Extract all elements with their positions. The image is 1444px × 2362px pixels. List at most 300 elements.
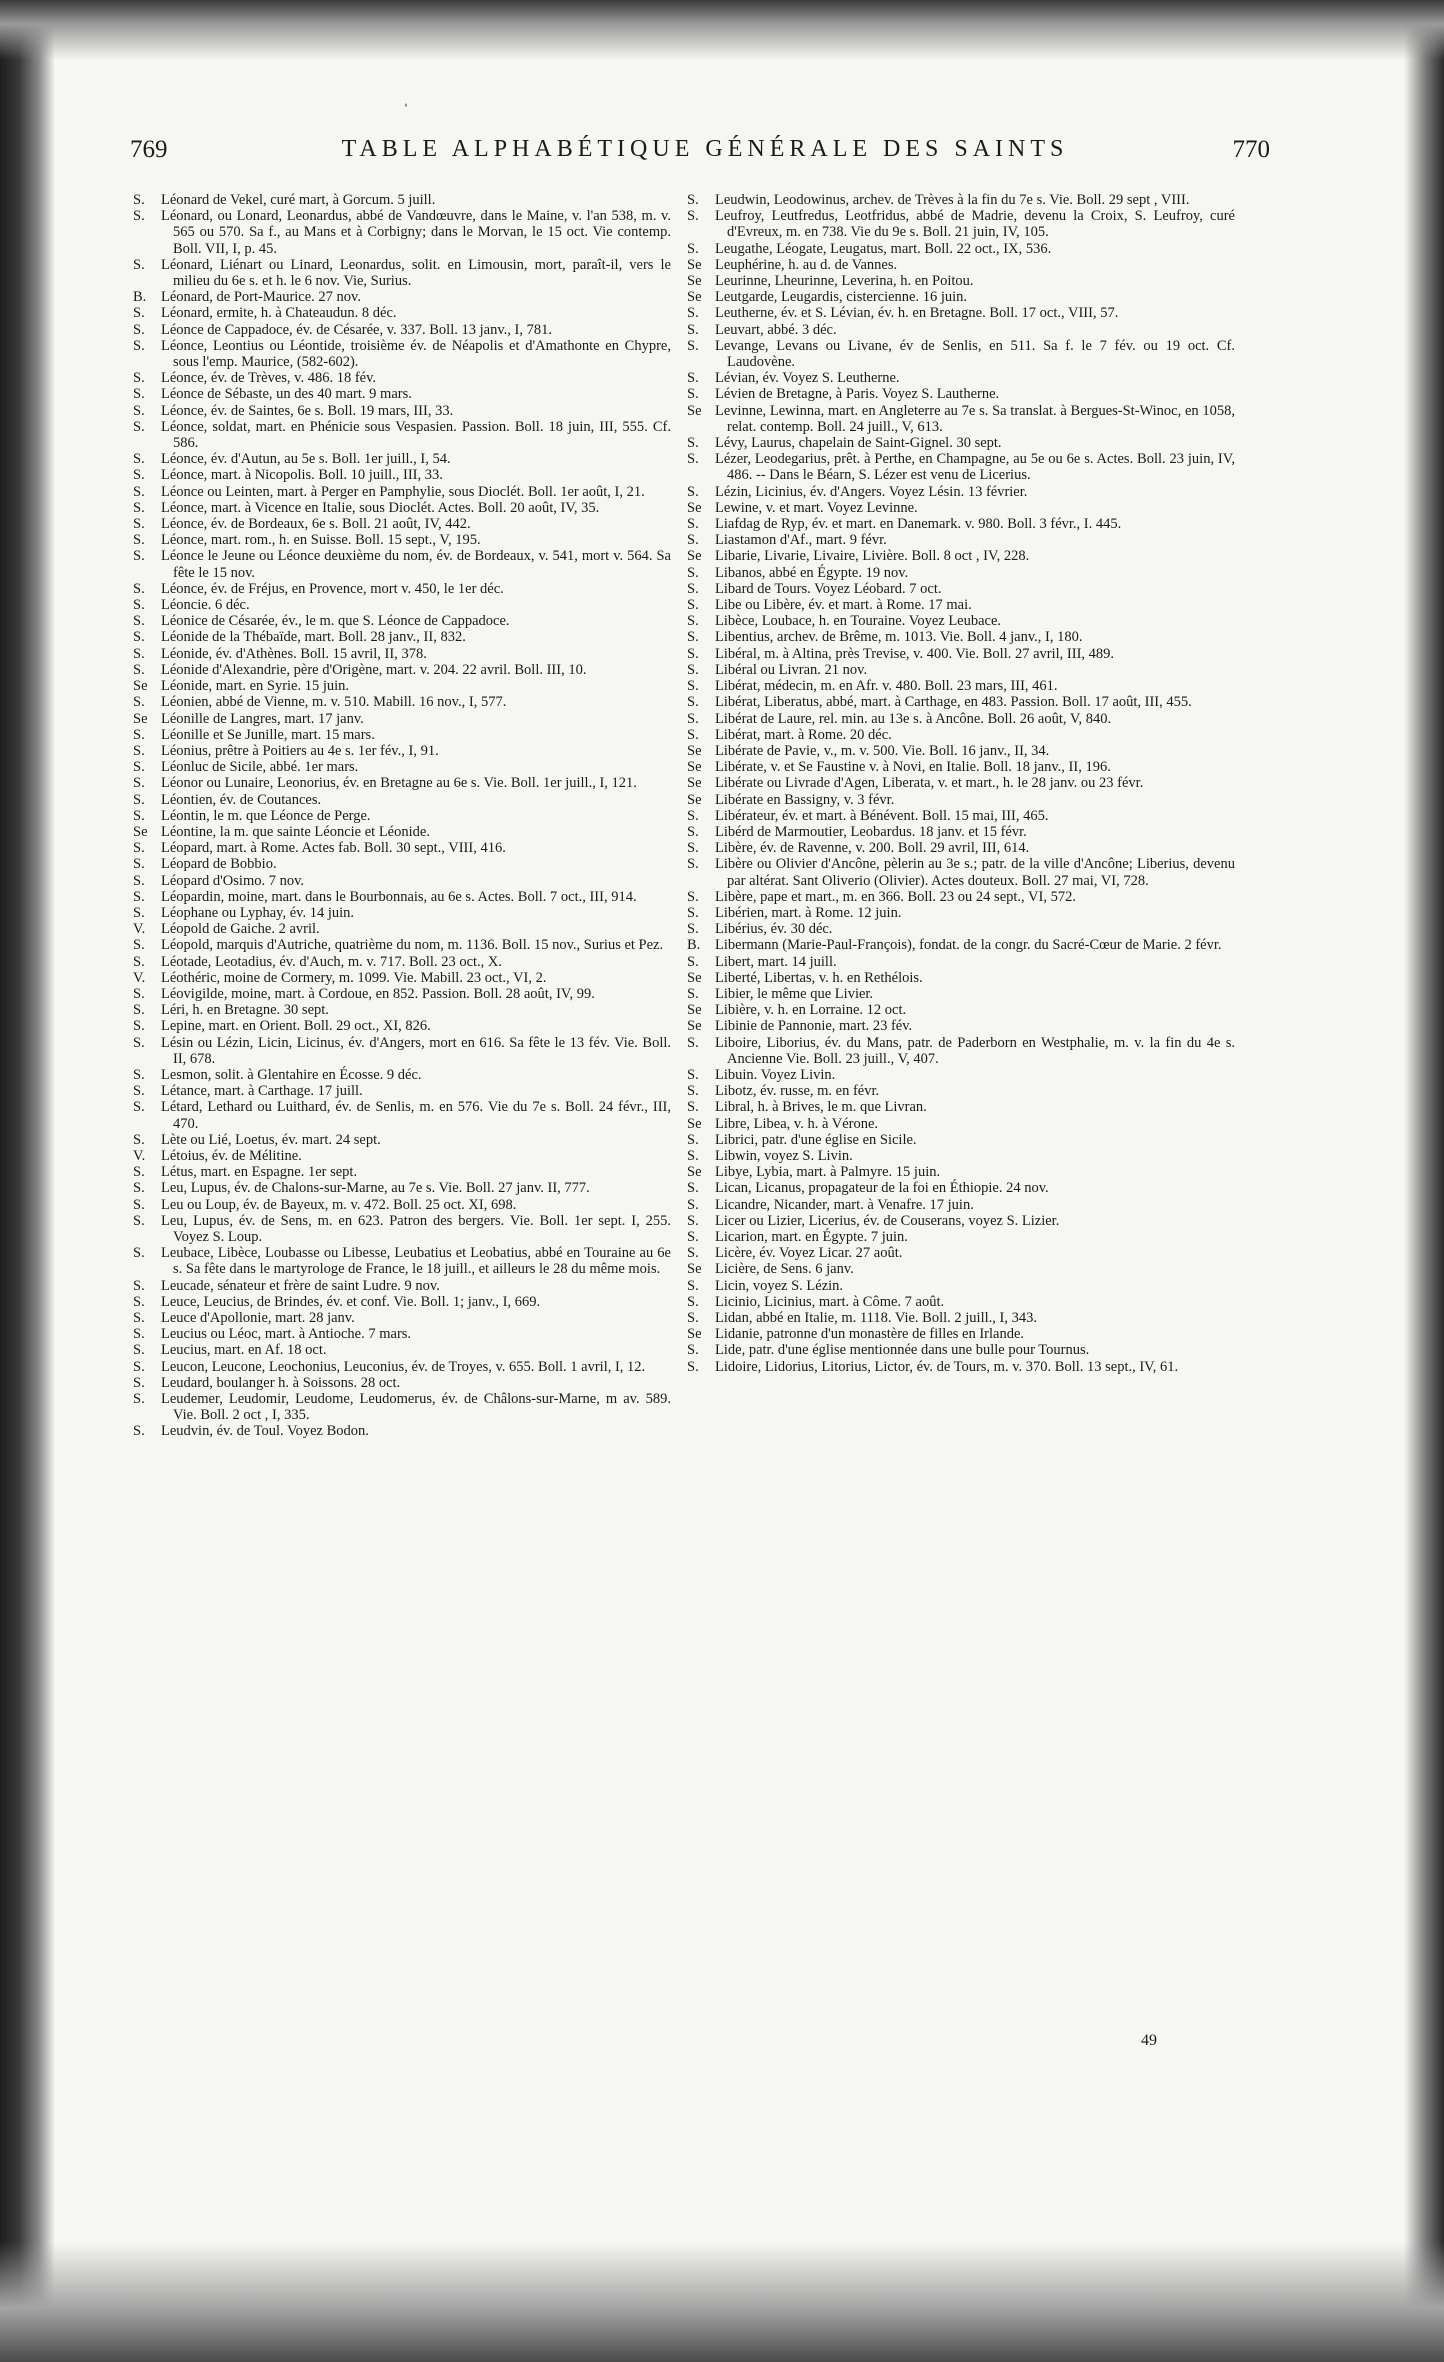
entry-prefix: S.: [687, 208, 699, 225]
entry-text: Licière, de Sens. 6 janv.: [715, 1261, 854, 1278]
index-entry: [687, 1245, 1235, 1261]
index-entry: [687, 500, 1235, 516]
entry-text: Léonluc de Sicile, abbé. 1er mars.: [161, 759, 359, 776]
entry-prefix: S.: [687, 629, 699, 646]
right-column: [687, 192, 1235, 1375]
entry-text: Leugathe, Léogate, Leugatus, mart. Boll. 22 oct., IX, 536.: [715, 240, 1052, 257]
entry-text: Licin, voyez S. Lézin.: [715, 1277, 844, 1294]
entry-text: Libwin, voyez S. Livin.: [715, 1147, 853, 1164]
entry-text: Léonce de Sébaste, un des 40 mart. 9 mars.: [161, 386, 412, 403]
entry-text: Léontien, év. de Coutances.: [161, 791, 322, 808]
entry-text: Leutherne, év. et S. Lévian, év. h. en Bretagne. Boll. 17 oct., VIII, 57.: [715, 305, 1119, 322]
index-entry: [133, 1213, 671, 1245]
entry-prefix: S.: [133, 661, 145, 678]
index-entry: [687, 824, 1235, 840]
entry-prefix: S.: [687, 1245, 699, 1262]
index-entry: [687, 1148, 1235, 1164]
entry-prefix: Se: [133, 823, 148, 840]
entry-prefix: S.: [133, 985, 145, 1002]
entry-text: Léothéric, moine de Cormery, m. 1099. Vie. Mabill. 23 oct., VI, 2.: [161, 969, 547, 986]
entry-text: Leu, Lupus, év. de Sens, m. en 623. Patron des bergers. Vie. Boll. 1er sept. I, 255. Voyez S. Loup.: [161, 1212, 671, 1245]
entry-prefix: S.: [133, 840, 145, 857]
entry-text: Léonide, év. d'Athènes. Boll. 15 avril, II, 378.: [161, 645, 427, 662]
entry-prefix: S.: [133, 1358, 145, 1375]
entry-text: Libier, le même que Livier.: [715, 985, 874, 1002]
print-mark: ˈ: [403, 100, 409, 120]
index-entry: [687, 241, 1235, 257]
index-entry: [133, 548, 671, 580]
entry-prefix: S.: [687, 1099, 699, 1116]
entry-text: Lepine, mart. en Orient. Boll. 29 oct., XI, 826.: [161, 1018, 431, 1035]
entry-prefix: Se: [133, 678, 148, 695]
index-entry: [687, 905, 1235, 921]
entry-prefix: S.: [133, 532, 145, 549]
entry-prefix: Se: [687, 499, 702, 516]
entry-prefix: S.: [133, 775, 145, 792]
entry-prefix: Se: [687, 256, 702, 273]
entry-text: Léopard d'Osimo. 7 nov.: [161, 872, 305, 889]
entry-text: Liafdag de Ryp, év. et mart. en Danemark. v. 980. Boll. 3 févr., I. 445.: [715, 516, 1122, 533]
entry-text: Léontine, la m. que sainte Léoncie et Léonide.: [161, 823, 430, 840]
entry-prefix: S.: [133, 629, 145, 646]
entry-prefix: S.: [133, 1423, 145, 1440]
index-entry: [687, 937, 1235, 953]
entry-prefix: S.: [133, 548, 145, 565]
index-entry: [687, 808, 1235, 824]
index-entry: [687, 629, 1235, 645]
entry-prefix: S.: [133, 337, 145, 354]
entry-text: Lézer, Leodegarius, prêt. à Perthe, en Champagne, au 5e ou 6e s. Actes. Boll. 23 juin, IV, 486. -- Dans le Béarn, S. Lézer est venu de Licerius.: [715, 451, 1235, 484]
entry-text: Léonard, Liénart ou Linard, Leonardus, solit. en Limousin, mort, paraît-il, vers le milieu du 6e s. et h. le 6 nov. Vie, Surius.: [161, 256, 671, 290]
index-entry: [687, 856, 1235, 888]
entry-prefix: S.: [133, 937, 145, 954]
entry-text: Lète ou Lié, Loetus, év. mart. 24 sept.: [161, 1131, 381, 1148]
entry-prefix: Se: [687, 969, 702, 986]
index-entry: [133, 678, 671, 694]
entry-text: Libéral ou Livran. 21 nov.: [715, 661, 868, 678]
entry-text: Léonce, év. de Saintes, 6e s. Boll. 19 mars, III, 33.: [161, 402, 454, 419]
index-entry: [133, 451, 671, 467]
entry-text: Libérius, év. 30 déc.: [715, 921, 833, 938]
index-entry: [133, 322, 671, 338]
index-entry: [687, 1002, 1235, 1018]
entry-prefix: S.: [133, 321, 145, 338]
entry-prefix: S.: [687, 532, 699, 549]
index-entry: [133, 1375, 671, 1391]
entry-prefix: S.: [133, 451, 145, 468]
entry-prefix: S.: [687, 921, 699, 938]
entry-text: Léopold de Gaiche. 2 avril.: [161, 921, 320, 938]
index-entry: [687, 759, 1235, 775]
entry-prefix: S.: [133, 1002, 145, 1019]
entry-prefix: S.: [133, 1293, 145, 1310]
scan-bottom-edge: [0, 2242, 1444, 2362]
entry-text: Leufroy, Leutfredus, Leotfridus, abbé de Madrie, devenu la Croix, S. Leufroy, curé d'Evreux, m. en 738. Vie du 9e s. Boll. 21 juin, IV, 105.: [715, 208, 1235, 241]
index-entry: [133, 711, 671, 727]
entry-prefix: S.: [687, 305, 699, 322]
index-entry: [687, 1342, 1235, 1358]
index-entry: [133, 289, 671, 305]
entry-prefix: S.: [133, 370, 145, 387]
entry-prefix: S.: [687, 888, 699, 905]
entry-prefix: S.: [687, 856, 699, 873]
entry-prefix: S.: [133, 192, 145, 208]
entry-prefix: S.: [133, 402, 145, 419]
index-entry: [687, 1035, 1235, 1067]
entry-prefix: S.: [133, 597, 145, 614]
entry-prefix: S.: [687, 597, 699, 614]
index-entry: [133, 629, 671, 645]
scan-left-edge: [0, 0, 55, 2362]
entry-prefix: S.: [133, 516, 145, 533]
entry-text: Libe ou Libère, év. et mart. à Rome. 17 mai.: [715, 597, 972, 614]
entry-text: Libère, pape et mart., m. en 366. Boll. 23 ou 24 sept., VI, 572.: [715, 888, 1076, 905]
index-entry: [687, 289, 1235, 305]
index-entry: [133, 484, 671, 500]
index-entry: [687, 1018, 1235, 1034]
index-entry: [687, 1229, 1235, 1245]
index-entry: [133, 305, 671, 321]
entry-text: Libère, év. de Ravenne, v. 200. Boll. 29 avril, III, 614.: [715, 840, 1030, 857]
entry-prefix: S.: [687, 840, 699, 857]
entry-prefix: S.: [133, 1018, 145, 1035]
entry-text: Leu, Lupus, év. de Chalons-sur-Marne, au 7e s. Vie. Boll. 27 janv. II, 777.: [161, 1180, 590, 1197]
entry-prefix: S.: [133, 1212, 145, 1229]
entry-text: Lidoire, Lidorius, Litorius, Lictor, év. de Tours, m. v. 370. Boll. 13 sept., IV, 61.: [715, 1358, 1179, 1375]
index-entry: [133, 613, 671, 629]
entry-prefix: S.: [687, 564, 699, 581]
entry-prefix: S.: [687, 1310, 699, 1327]
index-entry: [687, 1116, 1235, 1132]
entry-text: Licer ou Lizier, Licerius, év. de Couserans, voyez S. Lizier.: [715, 1212, 1060, 1229]
index-entry: [133, 1294, 671, 1310]
entry-text: Libarie, Livarie, Livaire, Livière. Boll. 8 oct , IV, 228.: [715, 548, 1030, 565]
entry-prefix: S.: [133, 888, 145, 905]
entry-text: Libéral, m. à Altina, près Trevise, v. 400. Vie. Boll. 27 avril, III, 489.: [715, 645, 1115, 662]
entry-text: Levinne, Lewinna, mart. en Angleterre au 7e s. Sa translat. à Bergues-St-Winoc, en 1058, relat. contemp. Boll. 24 juill., V, 613.: [715, 402, 1235, 435]
index-entry: [133, 694, 671, 710]
index-entry: [687, 921, 1235, 937]
index-entry: [687, 208, 1235, 240]
entry-text: Libérate, v. et Se Faustine v. à Novi, en Italie. Boll. 18 janv., II, 196.: [715, 759, 1111, 776]
entry-text: Léonce, mart. à Nicopolis. Boll. 10 juill., III, 33.: [161, 467, 443, 484]
index-entry: [133, 208, 671, 257]
entry-prefix: S.: [687, 435, 699, 452]
entry-text: Lican, Licanus, propagateur de la foi en Éthiopie. 24 nov.: [715, 1180, 1049, 1197]
entry-prefix: S.: [133, 872, 145, 889]
entry-prefix: S.: [687, 1196, 699, 1213]
entry-text: Libérat, mart. à Rome. 20 déc.: [715, 726, 892, 743]
entry-prefix: S.: [133, 1034, 145, 1051]
index-entry: [133, 1310, 671, 1326]
entry-prefix: S.: [687, 645, 699, 662]
entry-text: Libinie de Pannonie, mart. 23 fév.: [715, 1018, 913, 1035]
entry-text: Léonce le Jeune ou Léonce deuxième du nom, év. de Bordeaux, v. 541, mort v. 564. Sa fête le 15 nov.: [161, 548, 671, 581]
entry-prefix: S.: [687, 694, 699, 711]
entry-prefix: Se: [687, 1115, 702, 1132]
index-entry: [687, 1359, 1235, 1375]
entry-text: Libre, Libea, v. h. à Vérone.: [715, 1115, 879, 1132]
index-entry: [687, 986, 1235, 1002]
entry-prefix: V.: [133, 1147, 146, 1164]
entry-text: Lévien de Bretagne, à Paris. Voyez S. Lautherne.: [715, 386, 1000, 403]
index-entry: [687, 597, 1235, 613]
entry-text: Léonce de Cappadoce, év. de Césarée, v. 337. Boll. 13 janv., I, 781.: [161, 321, 552, 338]
entry-text: Léopardin, moine, mart. dans le Bourbonnais, au 6e s. Actes. Boll. 7 oct., III, 914.: [161, 888, 637, 905]
entry-prefix: S.: [133, 759, 145, 776]
entry-prefix: Se: [687, 1164, 702, 1181]
entry-text: Libanos, abbé en Égypte. 19 nov.: [715, 564, 909, 581]
entry-text: Lézin, Licinius, év. d'Angers. Voyez Lésin. 13 février.: [715, 483, 1028, 500]
index-entry: [133, 467, 671, 483]
entry-prefix: S.: [687, 451, 699, 468]
index-entry: [687, 386, 1235, 402]
index-entry: [133, 1099, 671, 1131]
index-entry: [133, 954, 671, 970]
signature-mark: 49: [1141, 2032, 1157, 2049]
entry-text: Léonard, ermite, h. à Chateaudun. 8 déc.: [161, 305, 397, 322]
index-entry: [133, 1180, 671, 1196]
entry-prefix: S.: [687, 483, 699, 500]
entry-text: Léonard de Vekel, curé mart, à Gorcum. 5 juill.: [161, 192, 436, 208]
index-entry: [133, 759, 671, 775]
index-entry: [133, 824, 671, 840]
entry-text: Leurinne, Lheurinne, Leverina, h. en Poitou.: [715, 273, 974, 290]
entry-prefix: S.: [687, 1358, 699, 1375]
entry-prefix: S.: [687, 953, 699, 970]
entry-text: Liastamon d'Af., mart. 9 févr.: [715, 532, 887, 549]
index-entry: [687, 1099, 1235, 1115]
index-entry: [687, 1326, 1235, 1342]
entry-text: Libral, h. à Brives, le m. que Livran.: [715, 1099, 927, 1116]
entry-prefix: S.: [687, 240, 699, 257]
entry-text: Léopard de Bobbio.: [161, 856, 277, 873]
entry-prefix: S.: [133, 1164, 145, 1181]
index-entry: [133, 1067, 671, 1083]
index-entry: [687, 451, 1235, 483]
page-header: [130, 136, 1270, 170]
index-entry: [687, 775, 1235, 791]
entry-text: Libèce, Loubace, h. en Touraine. Voyez Leubace.: [715, 613, 1002, 630]
entry-text: Léonius, prêtre à Poitiers au 4e s. 1er fév., I, 91.: [161, 742, 439, 759]
index-entry: [687, 548, 1235, 564]
index-entry: [687, 370, 1235, 386]
index-entry: [133, 419, 671, 451]
entry-prefix: S.: [133, 1310, 145, 1327]
entry-text: Libérd de Marmoutier, Leobardus. 18 janv. et 15 févr.: [715, 823, 1027, 840]
entry-text: Leu ou Loup, év. de Bayeux, m. v. 472. Boll. 25 oct. XI, 698.: [161, 1196, 517, 1213]
entry-text: Leucade, sénateur et frère de saint Ludre. 9 nov.: [161, 1277, 440, 1294]
index-entry: [133, 873, 671, 889]
index-entry: [687, 662, 1235, 678]
entry-text: Lévy, Laurus, chapelain de Saint-Gignel. 30 sept.: [715, 435, 1002, 452]
index-entry: [133, 1083, 671, 1099]
index-entry: [133, 727, 671, 743]
index-entry: [133, 937, 671, 953]
index-entry: [133, 1035, 671, 1067]
entry-text: Léotade, Leotadius, év. d'Auch, m. v. 717. Boll. 23 oct., X.: [161, 953, 503, 970]
page-number-right: 770: [1232, 136, 1270, 163]
entry-text: Léonor ou Lunaire, Leonorius, év. en Bretagne au 6e s. Vie. Boll. 1er juill., I, 121.: [161, 775, 637, 792]
index-entry: [133, 921, 671, 937]
entry-prefix: S.: [687, 1180, 699, 1197]
entry-text: Léoncie. 6 déc.: [161, 597, 250, 614]
entry-prefix: S.: [133, 580, 145, 597]
entry-prefix: Se: [687, 775, 702, 792]
index-entry: [133, 1326, 671, 1342]
entry-text: Libérat, médecin, m. en Afr. v. 480. Boll. 23 mars, III, 461.: [715, 678, 1058, 695]
entry-text: Léopard, mart. à Rome. Actes fab. Boll. 30 sept., VIII, 416.: [161, 840, 506, 857]
index-entry: [687, 192, 1235, 208]
entry-prefix: S.: [133, 1326, 145, 1343]
entry-prefix: S.: [687, 1083, 699, 1100]
index-entry: [687, 970, 1235, 986]
entry-prefix: S.: [687, 726, 699, 743]
entry-text: Libérien, mart. à Rome. 12 juin.: [715, 904, 902, 921]
entry-prefix: S.: [133, 953, 145, 970]
entry-prefix: S.: [133, 645, 145, 662]
index-entry: [687, 1067, 1235, 1083]
entry-prefix: S.: [133, 1374, 145, 1391]
entry-text: Létance, mart. à Carthage. 17 juill.: [161, 1083, 363, 1100]
entry-text: Léonce, év. de Bordeaux, 6e s. Boll. 21 août, IV, 442.: [161, 516, 471, 533]
index-entry: [687, 727, 1235, 743]
index-entry: [133, 1278, 671, 1294]
entry-prefix: Se: [687, 1002, 702, 1019]
index-entry: [133, 662, 671, 678]
entry-prefix: S.: [687, 807, 699, 824]
index-entry: [133, 532, 671, 548]
entry-prefix: Se: [687, 289, 702, 306]
entry-text: Lésin ou Lézin, Licin, Licinus, év. d'Angers, mort en 616. Sa fête le 13 fév. Vie. Boll. II, 678.: [161, 1034, 671, 1067]
index-entry: [687, 840, 1235, 856]
entry-text: Léonce, év. de Trèves, v. 486. 18 fév.: [161, 370, 377, 387]
index-entry: [687, 1180, 1235, 1196]
entry-prefix: Se: [687, 1326, 702, 1343]
entry-text: Léonide d'Alexandrie, père d'Origène, mart. v. 204. 22 avril. Boll. III, 10.: [161, 661, 587, 678]
index-entry: [687, 1164, 1235, 1180]
entry-text: Librici, patr. d'une église en Sicile.: [715, 1131, 917, 1148]
index-entry: [687, 565, 1235, 581]
entry-prefix: S.: [687, 1277, 699, 1294]
entry-prefix: S.: [687, 1212, 699, 1229]
index-entry: [687, 954, 1235, 970]
index-entry: [133, 597, 671, 613]
entry-text: Lévian, év. Voyez S. Leutherne.: [715, 370, 900, 387]
index-entry: [687, 694, 1235, 710]
entry-prefix: S.: [133, 1342, 145, 1359]
index-entry: [133, 856, 671, 872]
entry-text: Leuce d'Apollonie, mart. 28 janv.: [161, 1310, 355, 1327]
entry-text: Léonce ou Leinten, mart. à Perger en Pamphylie, sous Dioclét. Boll. 1er août, I, 21.: [161, 483, 645, 500]
entry-prefix: S.: [133, 694, 145, 711]
entry-text: Léopold, marquis d'Autriche, quatrième du nom, m. 1136. Boll. 15 nov., Surius et Pez.: [161, 937, 664, 954]
index-entry: [133, 970, 671, 986]
index-entry: [687, 889, 1235, 905]
entry-prefix: S.: [133, 1066, 145, 1083]
index-entry: [133, 386, 671, 402]
index-entry: [133, 370, 671, 386]
entry-prefix: Se: [687, 759, 702, 776]
entry-prefix: S.: [133, 1391, 145, 1408]
entry-prefix: S.: [687, 661, 699, 678]
entry-prefix: S.: [133, 1180, 145, 1197]
index-entry: [133, 403, 671, 419]
entry-text: Libérate de Pavie, v., m. v. 500. Vie. Boll. 16 janv., II, 34.: [715, 742, 1050, 759]
entry-text: Licinio, Licinius, mart. à Côme. 7 août.: [715, 1293, 945, 1310]
index-entry: [687, 257, 1235, 273]
entry-text: Létard, Lethard ou Luithard, év. de Senlis, m. en 576. Vie du 7e s. Boll. 24 févr., III, 470.: [161, 1099, 671, 1132]
entry-text: Libière, v. h. en Lorraine. 12 oct.: [715, 1002, 907, 1019]
entry-text: Leucius ou Léoc, mart. à Antioche. 7 mars.: [161, 1326, 412, 1343]
entry-prefix: S.: [133, 256, 145, 273]
index-entry: [687, 516, 1235, 532]
index-entry: [133, 889, 671, 905]
entry-text: Libert, mart. 14 juill.: [715, 953, 837, 970]
index-entry: [133, 257, 671, 289]
entry-text: Licère, év. Voyez Licar. 27 août.: [715, 1245, 903, 1262]
index-entry: [687, 403, 1235, 435]
entry-prefix: Se: [133, 710, 148, 727]
entry-prefix: S.: [133, 1083, 145, 1100]
index-entry: [133, 192, 671, 208]
entry-text: Léonide, mart. en Syrie. 15 juin.: [161, 678, 350, 695]
entry-text: Lesmon, solit. à Glentahire en Écosse. 9 déc.: [161, 1066, 422, 1083]
entry-text: Licarion, mart. en Égypte. 7 juin.: [715, 1229, 908, 1245]
entry-prefix: S.: [133, 791, 145, 808]
entry-prefix: V.: [133, 969, 146, 986]
entry-prefix: B.: [133, 289, 147, 306]
entry-text: Libérate ou Livrade d'Agen, Liberata, v. et mart., h. le 28 janv. ou 23 févr.: [715, 775, 1144, 792]
index-entry: [133, 792, 671, 808]
entry-text: Léonide de la Thébaïde, mart. Boll. 28 janv., II, 832.: [161, 629, 466, 646]
entry-text: Liberté, Libertas, v. h. en Rethélois.: [715, 969, 923, 986]
index-entry: [133, 1164, 671, 1180]
entry-prefix: Se: [687, 402, 702, 419]
entry-text: Liboire, Liborius, év. du Mans, patr. de Paderborn en Westphalie, m. v. la fin du 4e s. Ancienne Vie. Boll. 23 juill., V, 407.: [715, 1034, 1235, 1067]
index-entry: [133, 581, 671, 597]
entry-prefix: S.: [133, 1099, 145, 1116]
entry-text: Léri, h. en Bretagne. 30 sept.: [161, 1002, 329, 1019]
index-entry: [687, 1278, 1235, 1294]
entry-text: Libère ou Olivier d'Ancône, pèlerin au 3e s.; patr. de la ville d'Ancône; Liberius, devenu par altérat. Sant Oliverio (Olivier). Actes douteux. Boll. 27 mai, VI, 728.: [715, 856, 1235, 889]
entry-text: Lide, patr. d'une église mentionnée dans une bulle pour Tournus.: [715, 1342, 1090, 1359]
index-entry: [687, 1294, 1235, 1310]
entry-prefix: S.: [133, 386, 145, 403]
index-entry: [133, 1197, 671, 1213]
index-entry: [687, 1132, 1235, 1148]
scan-right-edge: [1404, 0, 1444, 2362]
index-entry: [687, 532, 1235, 548]
index-entry: [133, 743, 671, 759]
index-entry: [687, 792, 1235, 808]
entry-prefix: S.: [687, 1034, 699, 1051]
entry-prefix: S.: [133, 1196, 145, 1213]
entry-prefix: S.: [687, 370, 699, 387]
index-entry: [687, 322, 1235, 338]
entry-prefix: S.: [687, 823, 699, 840]
entry-text: Lewine, v. et mart. Voyez Levinne.: [715, 499, 918, 516]
entry-prefix: S.: [133, 499, 145, 516]
entry-text: Léophane ou Lyphay, év. 14 juin.: [161, 904, 355, 921]
entry-text: Léonard, ou Lonard, Leonardus, abbé de Vandœuvre, dans le Maine, v. l'an 538, m. v. 565 ou 570. Sa f., au Mans et à Corbigny; dans le Morvan, le 15 oct. Vie contemp. Boll. VII, I, p. 45.: [161, 208, 671, 257]
entry-prefix: S.: [687, 613, 699, 630]
entry-text: Leubace, Libèce, Loubasse ou Libesse, Leubatius et Leobatius, abbé en Touraine au 6e s. Sa fête dans le martyrologe de France, le 18 juill., et ailleurs le 28 du même mois.: [161, 1245, 671, 1278]
entry-prefix: S.: [687, 1066, 699, 1083]
entry-prefix: S.: [133, 904, 145, 921]
index-entry: [133, 500, 671, 516]
index-entry: [133, 1245, 671, 1277]
